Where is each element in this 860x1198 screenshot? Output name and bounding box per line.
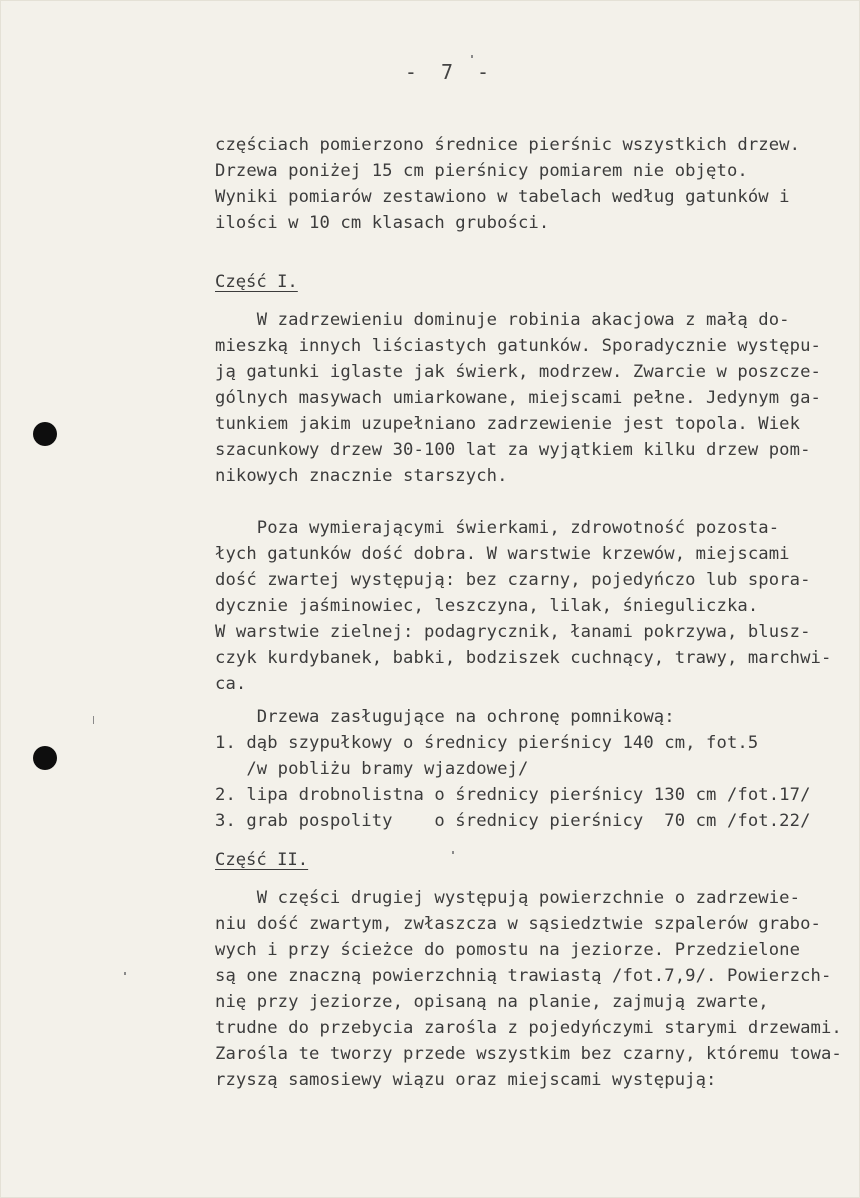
page-number: - 7 -	[404, 60, 496, 84]
monument-1-location: /w pobliżu bramy wjazdowej/	[215, 759, 529, 779]
s1-p2-line-5: W warstwie zielnej: podagrycznik, łanami pokrzywa, blusz-	[215, 622, 811, 642]
monument-3: 3. grab pospolity o średnicy pierśnicy 70 cm /fot.22/	[215, 811, 811, 831]
monument-2: 2. lipa drobnolistna o średnicy pierśnicy 130 cm /fot.17/	[215, 785, 811, 805]
s1-p1-line-3: ją gatunki iglaste jak świerk, modrzew. Zwarcie w poszcze-	[215, 362, 821, 382]
intro-line-1: częściach pomierzono średnice pierśnic wszystkich drzew.	[215, 135, 801, 155]
s1-p2-line-6: czyk kurdybanek, babki, bodziszek cuchnący, trawy, marchwi-	[215, 648, 832, 668]
section-1-heading: Część I.	[215, 272, 298, 292]
intro-line-2: Drzewa poniżej 15 cm pierśnicy pomiarem nie objęto.	[215, 161, 748, 181]
section-2-heading: Część II.	[215, 850, 309, 870]
speck	[124, 972, 126, 975]
s1-p2-line-1: Poza wymierającymi świerkami, zdrowotność pozosta-	[215, 518, 780, 538]
s1-p2-line-3: dość zwartej występują: bez czarny, pojedyńczo lub spora-	[215, 570, 811, 590]
s1-p1-line-1: W zadrzewieniu dominuje robinia akacjowa z małą do-	[215, 310, 790, 330]
speck	[471, 55, 473, 58]
s1-p2-line-2: łych gatunków dość dobra. W warstwie krzewów, miejscami	[215, 544, 790, 564]
s1-p1-line-2: mieszką innych liściastych gatunków. Sporadycznie występu-	[215, 336, 821, 356]
s2-line-8: rzyszą samosiewy wiązu oraz miejscami występują:	[215, 1070, 717, 1090]
s1-p2-line-4: dycznie jaśminowiec, leszczyna, lilak, śnieguliczka.	[215, 596, 759, 616]
s1-p1-line-5: tunkiem jakim uzupełniano zadrzewienie jest topola. Wiek	[215, 414, 801, 434]
intro-line-4: ilości w 10 cm klasach grubości.	[215, 213, 550, 233]
punch-hole-top	[33, 422, 57, 446]
s2-line-1: W części drugiej występują powierzchnie o zadrzewie-	[215, 888, 801, 908]
intro-line-3: Wyniki pomiarów zestawiono w tabelach według gatunków i	[215, 187, 790, 207]
monuments-intro: Drzewa zasługujące na ochronę pomnikową:	[215, 707, 675, 727]
speck	[452, 851, 454, 854]
punch-hole-bottom	[33, 746, 57, 770]
s2-line-6: trudne do przebycia zarośla z pojedyńczymi starymi drzewami.	[215, 1018, 842, 1038]
s1-p2-line-7: ca.	[215, 674, 247, 694]
s2-line-7: Zarośla te tworzy przede wszystkim bez czarny, któremu towa-	[215, 1044, 842, 1064]
s1-p1-line-6: szacunkowy drzew 30-100 lat za wyjątkiem kilku drzew pom-	[215, 440, 811, 460]
s2-line-3: wych i przy ścieżce do pomostu na jeziorze. Przedzielone	[215, 940, 801, 960]
s1-p1-line-4: gólnych masywach umiarkowane, miejscami pełne. Jedynym ga-	[215, 388, 821, 408]
s1-p1-line-7: nikowych znacznie starszych.	[215, 466, 508, 486]
monument-1: 1. dąb szypułkowy o średnicy pierśnicy 140 cm, fot.5	[215, 733, 759, 753]
speck	[93, 716, 94, 724]
s2-line-5: nię przy jeziorze, opisaną na planie, zajmują zwarte,	[215, 992, 769, 1012]
s2-line-2: niu dość zwartym, zwłaszcza w sąsiedztwie szpalerów grabo-	[215, 914, 821, 934]
s2-line-4: są one znaczną powierzchnią trawiastą /fot.7,9/. Powierzch-	[215, 966, 832, 986]
